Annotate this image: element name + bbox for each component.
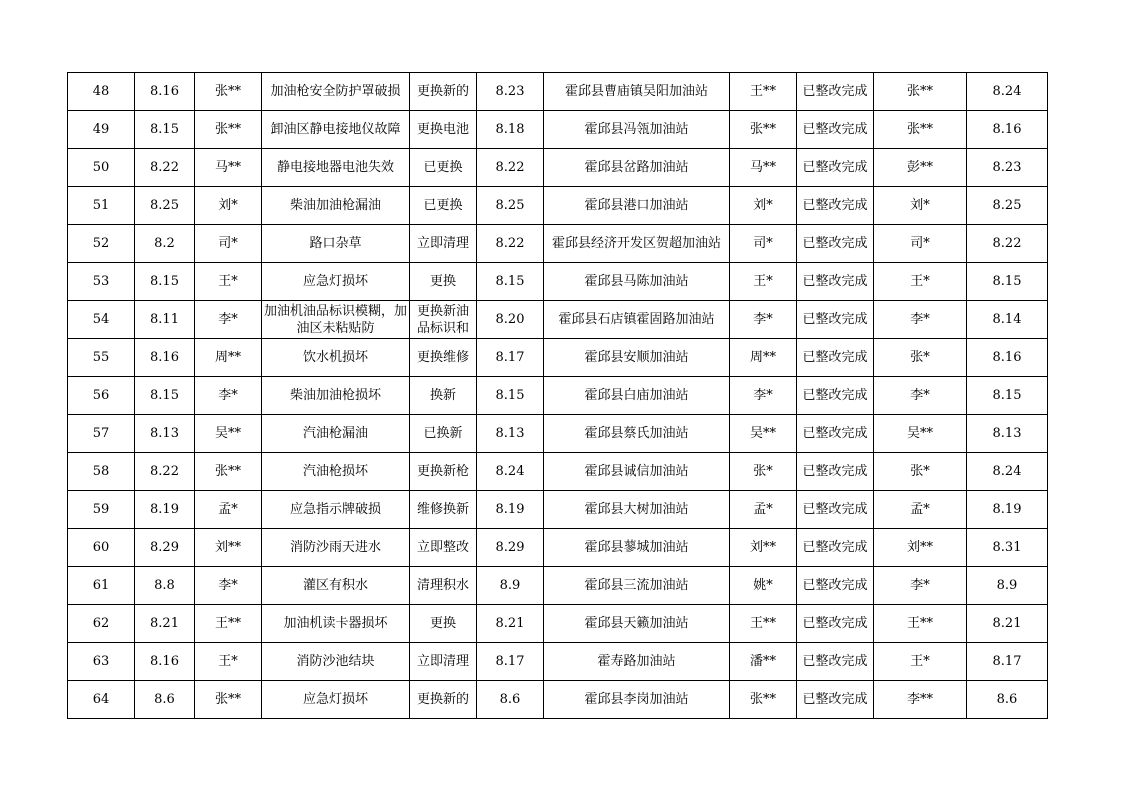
table-row xyxy=(68,111,1048,149)
found-date-cell: 8.21 xyxy=(135,605,195,643)
rectification-measure-cell xyxy=(410,73,477,111)
status-text: 已整改完成 xyxy=(802,312,868,327)
station-name-text: 霍邱县白庙加油站 xyxy=(584,388,689,403)
status-text: 已整改完成 xyxy=(802,578,868,593)
status-cell xyxy=(797,491,874,529)
review-date-cell: 8.16 xyxy=(967,111,1048,149)
status-text: 已整改完成 xyxy=(802,692,868,707)
responsible-person-cell: 李* xyxy=(730,301,797,339)
table-body xyxy=(68,73,1048,719)
hazard-description-text: 应急指示牌破损 xyxy=(289,502,381,517)
status-cell xyxy=(797,567,874,605)
rectification-measure-cell xyxy=(410,149,477,187)
hazard-description-cell xyxy=(262,643,410,681)
responsible-person-cell: 刘* xyxy=(730,187,797,225)
status-cell xyxy=(797,73,874,111)
row-number-cell: 53 xyxy=(68,263,135,301)
found-date-cell: 8.15 xyxy=(135,111,195,149)
inspector-cell: 周** xyxy=(195,339,262,377)
hazard-description-text: 汽油枪损坏 xyxy=(302,464,368,479)
inspector-cell: 刘** xyxy=(195,529,262,567)
hazard-description-cell xyxy=(262,415,410,453)
responsible-person-cell: 司* xyxy=(730,225,797,263)
table-row xyxy=(68,301,1048,339)
reviewer-cell: 李** xyxy=(874,681,967,719)
station-name-cell xyxy=(544,149,730,187)
inspector-cell: 王* xyxy=(195,643,262,681)
rectified-date-cell: 8.20 xyxy=(477,301,544,339)
responsible-person-cell: 潘** xyxy=(730,643,797,681)
responsible-person-cell: 李* xyxy=(730,377,797,415)
row-number-cell: 54 xyxy=(68,301,135,339)
status-text: 已整改完成 xyxy=(802,616,868,631)
station-name-cell xyxy=(544,415,730,453)
station-name-cell xyxy=(544,567,730,605)
reviewer-cell: 刘* xyxy=(874,187,967,225)
table-row xyxy=(68,567,1048,605)
hazard-description-cell xyxy=(262,301,410,339)
status-cell xyxy=(797,415,874,453)
review-date-cell: 8.15 xyxy=(967,263,1048,301)
hazard-description-cell xyxy=(262,225,410,263)
found-date-cell: 8.16 xyxy=(135,339,195,377)
table-row xyxy=(68,263,1048,301)
status-text: 已整改完成 xyxy=(802,388,868,403)
status-cell xyxy=(797,377,874,415)
status-cell xyxy=(797,301,874,339)
table-row xyxy=(68,643,1048,681)
responsible-person-cell: 吴** xyxy=(730,415,797,453)
rectification-measure-text: 更换新的 xyxy=(416,692,469,707)
hazard-description-cell xyxy=(262,111,410,149)
status-text: 已整改完成 xyxy=(802,122,868,137)
station-name-text: 霍邱县天籁加油站 xyxy=(584,616,689,631)
station-name-text: 霍邱县蓼城加油站 xyxy=(584,540,689,555)
review-date-cell: 8.15 xyxy=(967,377,1048,415)
found-date-cell: 8.16 xyxy=(135,643,195,681)
review-date-cell: 8.6 xyxy=(967,681,1048,719)
found-date-cell: 8.25 xyxy=(135,187,195,225)
rectification-measure-text: 换新 xyxy=(429,388,456,403)
inspector-cell: 张** xyxy=(195,453,262,491)
rectification-measure-text: 立即清理 xyxy=(416,654,469,669)
row-number-cell: 64 xyxy=(68,681,135,719)
station-name-cell xyxy=(544,111,730,149)
station-name-cell xyxy=(544,187,730,225)
hazard-description-cell xyxy=(262,73,410,111)
review-date-cell: 8.17 xyxy=(967,643,1048,681)
status-text: 已整改完成 xyxy=(802,236,868,251)
reviewer-cell: 王* xyxy=(874,643,967,681)
found-date-cell: 8.16 xyxy=(135,73,195,111)
responsible-person-cell: 王* xyxy=(730,263,797,301)
station-name-cell xyxy=(544,301,730,339)
rectified-date-cell: 8.24 xyxy=(477,453,544,491)
hazard-description-cell xyxy=(262,149,410,187)
rectification-measure-text: 更换新油品标识和 xyxy=(416,303,469,336)
hazard-description-cell xyxy=(262,339,410,377)
review-date-cell: 8.25 xyxy=(967,187,1048,225)
row-number-cell: 52 xyxy=(68,225,135,263)
rectification-measure-text: 更换新枪 xyxy=(416,464,469,479)
status-text: 已整改完成 xyxy=(802,198,868,213)
station-name-text: 霍邱县冯瓴加油站 xyxy=(584,122,689,137)
review-date-cell: 8.24 xyxy=(967,73,1048,111)
hazard-description-cell xyxy=(262,377,410,415)
inspector-cell: 王* xyxy=(195,263,262,301)
hazard-description-cell xyxy=(262,453,410,491)
status-text: 已整改完成 xyxy=(802,274,868,289)
table-row xyxy=(68,415,1048,453)
rectification-measure-cell xyxy=(410,567,477,605)
status-cell xyxy=(797,111,874,149)
responsible-person-cell: 王** xyxy=(730,73,797,111)
row-number-cell: 60 xyxy=(68,529,135,567)
status-text: 已整改完成 xyxy=(802,540,868,555)
rectification-measure-cell xyxy=(410,491,477,529)
reviewer-cell: 李* xyxy=(874,301,967,339)
table-row xyxy=(68,339,1048,377)
review-date-cell: 8.24 xyxy=(967,453,1048,491)
inspector-cell: 李* xyxy=(195,377,262,415)
status-text: 已整改完成 xyxy=(802,464,868,479)
status-cell xyxy=(797,339,874,377)
rectified-date-cell: 8.25 xyxy=(477,187,544,225)
table-row xyxy=(68,187,1048,225)
row-number-cell: 56 xyxy=(68,377,135,415)
status-cell xyxy=(797,149,874,187)
row-number-cell: 58 xyxy=(68,453,135,491)
rectification-measure-cell xyxy=(410,225,477,263)
rectification-measure-cell xyxy=(410,529,477,567)
hazard-description-text: 路口杂草 xyxy=(309,236,362,251)
reviewer-cell: 吴** xyxy=(874,415,967,453)
reviewer-cell: 孟* xyxy=(874,491,967,529)
reviewer-cell: 王** xyxy=(874,605,967,643)
hazard-description-text: 灌区有积水 xyxy=(302,578,368,593)
rectified-date-cell: 8.22 xyxy=(477,225,544,263)
hazard-description-text: 消防沙池结块 xyxy=(296,654,375,669)
status-cell xyxy=(797,681,874,719)
status-text: 已整改完成 xyxy=(802,84,868,99)
found-date-cell: 8.2 xyxy=(135,225,195,263)
reviewer-cell: 彭** xyxy=(874,149,967,187)
hazard-description-cell xyxy=(262,187,410,225)
reviewer-cell: 刘** xyxy=(874,529,967,567)
rectification-measure-text: 已更换 xyxy=(423,198,463,213)
hazard-description-cell xyxy=(262,491,410,529)
hazard-description-text: 加油枪安全防护罩破损 xyxy=(270,84,401,99)
table-row xyxy=(68,225,1048,263)
row-number-cell: 59 xyxy=(68,491,135,529)
status-text: 已整改完成 xyxy=(802,654,868,669)
station-name-text: 霍邱县三流加油站 xyxy=(584,578,689,593)
review-date-cell: 8.23 xyxy=(967,149,1048,187)
hazard-description-cell xyxy=(262,605,410,643)
rectification-measure-cell xyxy=(410,377,477,415)
hazard-description-text: 加油机油品标识模糊，加油区未粘贴防 xyxy=(264,303,407,336)
found-date-cell: 8.11 xyxy=(135,301,195,339)
rectified-date-cell: 8.15 xyxy=(477,263,544,301)
rectification-measure-cell xyxy=(410,339,477,377)
hazard-description-text: 汽油枪漏油 xyxy=(302,426,368,441)
station-name-text: 霍邱县诚信加油站 xyxy=(584,464,689,479)
reviewer-cell: 张* xyxy=(874,339,967,377)
row-number-cell: 48 xyxy=(68,73,135,111)
found-date-cell: 8.6 xyxy=(135,681,195,719)
rectification-measure-text: 维修换新 xyxy=(416,502,469,517)
hazard-description-text: 饮水机损坏 xyxy=(302,350,368,365)
found-date-cell: 8.8 xyxy=(135,567,195,605)
table-row xyxy=(68,491,1048,529)
inspector-cell: 张** xyxy=(195,73,262,111)
station-name-cell xyxy=(544,263,730,301)
status-text: 已整改完成 xyxy=(802,502,868,517)
status-cell xyxy=(797,605,874,643)
review-date-cell: 8.13 xyxy=(967,415,1048,453)
responsible-person-cell: 张* xyxy=(730,453,797,491)
rectified-date-cell: 8.21 xyxy=(477,605,544,643)
responsible-person-cell: 周** xyxy=(730,339,797,377)
rectified-date-cell: 8.22 xyxy=(477,149,544,187)
station-name-cell xyxy=(544,453,730,491)
row-number-cell: 51 xyxy=(68,187,135,225)
found-date-cell: 8.22 xyxy=(135,149,195,187)
table-row xyxy=(68,605,1048,643)
row-number-cell: 57 xyxy=(68,415,135,453)
rectification-measure-text: 立即清理 xyxy=(416,236,469,251)
hazard-description-cell xyxy=(262,567,410,605)
table-row xyxy=(68,681,1048,719)
status-text: 已整改完成 xyxy=(802,426,868,441)
review-date-cell: 8.22 xyxy=(967,225,1048,263)
station-name-text: 霍邱县马陈加油站 xyxy=(584,274,689,289)
station-name-text: 霍邱县港口加油站 xyxy=(584,198,689,213)
rectified-date-cell: 8.29 xyxy=(477,529,544,567)
found-date-cell: 8.15 xyxy=(135,377,195,415)
hazard-description-text: 消防沙雨天进水 xyxy=(289,540,381,555)
rectification-measure-text: 立即整改 xyxy=(416,540,469,555)
hazard-rectification-table xyxy=(67,72,1048,719)
responsible-person-cell: 刘** xyxy=(730,529,797,567)
rectification-measure-cell xyxy=(410,111,477,149)
rectified-date-cell: 8.17 xyxy=(477,339,544,377)
rectification-measure-text: 清理积水 xyxy=(416,578,469,593)
review-date-cell: 8.21 xyxy=(967,605,1048,643)
found-date-cell: 8.13 xyxy=(135,415,195,453)
status-cell xyxy=(797,453,874,491)
found-date-cell: 8.15 xyxy=(135,263,195,301)
station-name-cell xyxy=(544,225,730,263)
reviewer-cell: 张** xyxy=(874,73,967,111)
hazard-description-text: 应急灯损坏 xyxy=(302,274,368,289)
rectification-measure-cell xyxy=(410,453,477,491)
rectification-measure-text: 更换电池 xyxy=(416,122,469,137)
station-name-cell xyxy=(544,491,730,529)
table-row xyxy=(68,73,1048,111)
rectification-measure-cell xyxy=(410,681,477,719)
station-name-cell xyxy=(544,73,730,111)
inspector-cell: 刘* xyxy=(195,187,262,225)
reviewer-cell: 张* xyxy=(874,453,967,491)
station-name-cell xyxy=(544,643,730,681)
hazard-description-text: 卸油区静电接地仪故障 xyxy=(270,122,401,137)
rectification-measure-text: 更换新的 xyxy=(416,84,469,99)
rectified-date-cell: 8.23 xyxy=(477,73,544,111)
found-date-cell: 8.29 xyxy=(135,529,195,567)
status-cell xyxy=(797,225,874,263)
status-cell xyxy=(797,643,874,681)
row-number-cell: 49 xyxy=(68,111,135,149)
table-row xyxy=(68,377,1048,415)
reviewer-cell: 李* xyxy=(874,567,967,605)
hazard-description-text: 应急灯损坏 xyxy=(302,692,368,707)
station-name-cell xyxy=(544,377,730,415)
station-name-text: 霍邱县蔡氏加油站 xyxy=(584,426,689,441)
rectified-date-cell: 8.19 xyxy=(477,491,544,529)
status-text: 已整改完成 xyxy=(802,160,868,175)
reviewer-cell: 张** xyxy=(874,111,967,149)
station-name-cell xyxy=(544,681,730,719)
hazard-description-text: 加油机读卡器损坏 xyxy=(283,616,388,631)
inspector-cell: 张** xyxy=(195,111,262,149)
status-cell xyxy=(797,529,874,567)
review-date-cell: 8.16 xyxy=(967,339,1048,377)
station-name-text: 霍邱县岔路加油站 xyxy=(584,160,689,175)
review-date-cell: 8.9 xyxy=(967,567,1048,605)
responsible-person-cell: 王** xyxy=(730,605,797,643)
rectification-measure-text: 已换新 xyxy=(423,426,463,441)
inspector-cell: 王** xyxy=(195,605,262,643)
inspector-cell: 孟* xyxy=(195,491,262,529)
responsible-person-cell: 马** xyxy=(730,149,797,187)
hazard-description-cell xyxy=(262,529,410,567)
row-number-cell: 61 xyxy=(68,567,135,605)
hazard-description-text: 静电接地器电池失效 xyxy=(276,160,394,175)
inspector-cell: 吴** xyxy=(195,415,262,453)
hazard-description-text: 柴油加油枪漏油 xyxy=(289,198,381,213)
status-text: 已整改完成 xyxy=(802,350,868,365)
station-name-text: 霍邱县石店镇霍固路加油站 xyxy=(558,312,715,327)
rectification-measure-cell xyxy=(410,187,477,225)
rectified-date-cell: 8.9 xyxy=(477,567,544,605)
rectification-measure-text: 更换维修 xyxy=(416,350,469,365)
hazard-description-text: 柴油加油枪损坏 xyxy=(289,388,381,403)
rectification-measure-cell xyxy=(410,415,477,453)
station-name-cell xyxy=(544,605,730,643)
rectification-measure-cell xyxy=(410,643,477,681)
rectified-date-cell: 8.15 xyxy=(477,377,544,415)
responsible-person-cell: 姚* xyxy=(730,567,797,605)
row-number-cell: 62 xyxy=(68,605,135,643)
rectified-date-cell: 8.13 xyxy=(477,415,544,453)
inspector-cell: 马** xyxy=(195,149,262,187)
rectification-measure-cell xyxy=(410,605,477,643)
hazard-description-cell xyxy=(262,263,410,301)
table-row xyxy=(68,453,1048,491)
found-date-cell: 8.22 xyxy=(135,453,195,491)
responsible-person-cell: 张** xyxy=(730,111,797,149)
inspector-cell: 李* xyxy=(195,567,262,605)
row-number-cell: 55 xyxy=(68,339,135,377)
review-date-cell: 8.14 xyxy=(967,301,1048,339)
status-cell xyxy=(797,263,874,301)
rectification-measure-text: 更换 xyxy=(429,616,456,631)
reviewer-cell: 王* xyxy=(874,263,967,301)
station-name-cell xyxy=(544,339,730,377)
row-number-cell: 63 xyxy=(68,643,135,681)
table-row xyxy=(68,149,1048,187)
rectification-measure-text: 已更换 xyxy=(423,160,463,175)
rectification-measure-cell xyxy=(410,301,477,339)
status-cell xyxy=(797,187,874,225)
review-date-cell: 8.19 xyxy=(967,491,1048,529)
station-name-text: 霍邱县李岗加油站 xyxy=(584,692,689,707)
inspector-cell: 张** xyxy=(195,681,262,719)
found-date-cell: 8.19 xyxy=(135,491,195,529)
rectification-measure-text: 更换 xyxy=(429,274,456,289)
station-name-text: 霍邱县大树加油站 xyxy=(584,502,689,517)
rectified-date-cell: 8.17 xyxy=(477,643,544,681)
table-row xyxy=(68,529,1048,567)
reviewer-cell: 司* xyxy=(874,225,967,263)
hazard-description-cell xyxy=(262,681,410,719)
inspector-cell: 李* xyxy=(195,301,262,339)
station-name-text: 霍邱县曹庙镇吴阳加油站 xyxy=(564,84,708,99)
station-name-text: 霍寿路加油站 xyxy=(597,654,676,669)
station-name-cell xyxy=(544,529,730,567)
responsible-person-cell: 孟* xyxy=(730,491,797,529)
review-date-cell: 8.31 xyxy=(967,529,1048,567)
row-number-cell: 50 xyxy=(68,149,135,187)
rectification-measure-cell xyxy=(410,263,477,301)
rectified-date-cell: 8.6 xyxy=(477,681,544,719)
reviewer-cell: 李* xyxy=(874,377,967,415)
inspector-cell: 司* xyxy=(195,225,262,263)
station-name-text: 霍邱县安顺加油站 xyxy=(584,350,689,365)
station-name-text: 霍邱县经济开发区贺超加油站 xyxy=(551,236,721,251)
rectified-date-cell: 8.18 xyxy=(477,111,544,149)
responsible-person-cell: 张** xyxy=(730,681,797,719)
